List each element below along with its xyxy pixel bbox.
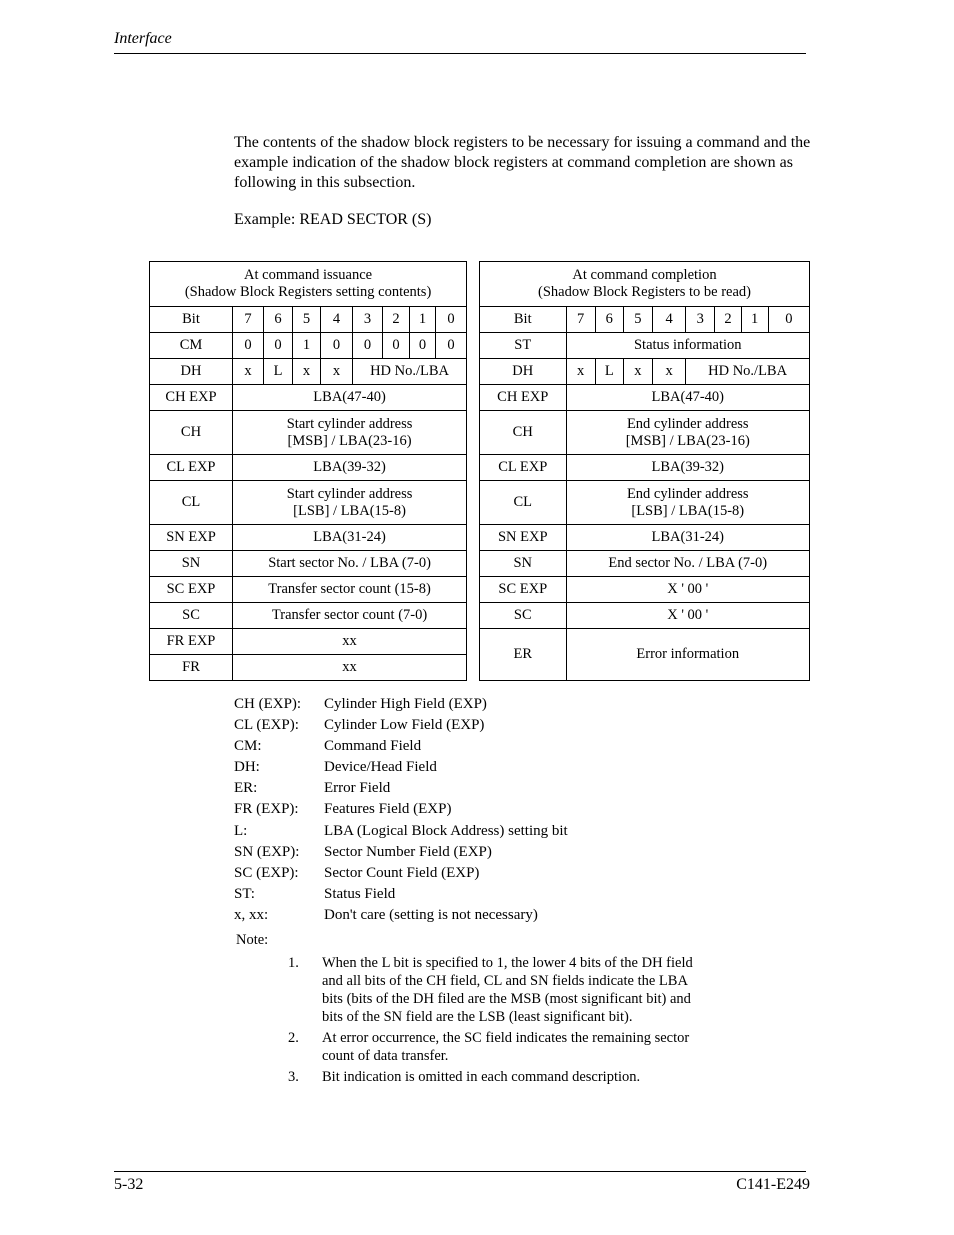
row-label: SC [480, 603, 567, 629]
dh-bit-value: x [293, 359, 321, 385]
dh-bit-value: L [595, 359, 623, 385]
legend-value: Sector Number Field (EXP) [324, 843, 492, 860]
row-label: FR [150, 655, 233, 681]
note-number: 1. [288, 955, 299, 971]
register-content: Start sector No. / LBA (7-0) [233, 551, 467, 577]
legend-key: CH (EXP): [234, 696, 302, 712]
legend-key: L: [234, 822, 248, 839]
row-label: CL [480, 481, 567, 525]
table-title: At command completion (Shadow Block Registers to be read) [480, 262, 810, 307]
register-content: Transfer sector count (7-0) [233, 603, 467, 629]
register-content: xx [233, 655, 467, 681]
legend-key: ER: [234, 780, 258, 797]
row-label: SC [150, 603, 233, 629]
legend-row [234, 821, 568, 842]
register-content: Start cylinder address [MSB] / LBA(23-16) [233, 411, 467, 455]
register-content: LBA(47-40) [566, 385, 809, 411]
dh-bit-value: x [623, 359, 652, 385]
register-content: LBA(47-40) [233, 385, 467, 411]
legend-value: Command Field [324, 738, 422, 755]
register-content: LBA(39-32) [233, 455, 467, 481]
register-content: End cylinder address [LSB] / LBA(15-8) [566, 481, 809, 525]
command-completion-table [479, 261, 810, 681]
legend-key: CM: [234, 738, 262, 755]
legend-row [234, 799, 568, 820]
legend-key: SN (EXP): [234, 843, 300, 860]
document-id: C141-E249 [736, 1176, 810, 1193]
legend-row [234, 905, 568, 926]
dh-bit-value: x [321, 359, 353, 385]
bit-number: 3 [686, 307, 715, 333]
cm-bit-value: 0 [233, 333, 264, 359]
note-text: When the L bit is specified to 1, the lower 4 bits of the DH field and all bits of the CH field, CL and SN fields indicate the LBA bits (bits of the DH filed are the MSB (most significant bit) and bits of the SN field are the LSB (least significant bit). [322, 955, 693, 1025]
row-label: SN [150, 551, 233, 577]
bit-number: 6 [595, 307, 623, 333]
register-content: Start cylinder address [LSB] / LBA(15-8) [233, 481, 467, 525]
bit-number: 1 [741, 307, 768, 333]
table-title: At command issuance (Shadow Block Registers setting contents) [150, 262, 467, 307]
legend-row [234, 884, 568, 905]
running-header: Interface [114, 30, 172, 47]
register-content: X ' 00 ' [566, 603, 809, 629]
dh-bit-value: x [566, 359, 595, 385]
legend-value: Features Field (EXP) [324, 801, 452, 818]
row-label: SN EXP [150, 525, 233, 551]
cm-bit-value: 1 [293, 333, 321, 359]
bit-number: 7 [233, 307, 264, 333]
status-value: Status information [566, 333, 809, 359]
bit-number: 2 [383, 307, 410, 333]
row-label: CL [150, 481, 233, 525]
row-label: SC EXP [480, 577, 567, 603]
bit-number: 6 [264, 307, 293, 333]
footer-rule [114, 1171, 806, 1172]
legend-value: LBA (Logical Block Address) setting bit [324, 822, 568, 839]
cm-bit-value: 0 [321, 333, 353, 359]
row-label: DH [480, 359, 567, 385]
row-label: ER [480, 629, 567, 681]
dh-hd-lba: HD No./LBA [353, 359, 467, 385]
legend-row [234, 715, 568, 736]
legend-row [234, 778, 568, 799]
note-item [288, 954, 708, 1026]
row-label: CH [150, 411, 233, 455]
dh-hd-lba: HD No./LBA [686, 359, 810, 385]
note-number: 3. [288, 1069, 299, 1085]
legend-row [234, 694, 568, 715]
row-label: Bit [150, 307, 233, 333]
bit-number: 1 [410, 307, 436, 333]
register-content: LBA(31-24) [566, 525, 809, 551]
legend-key: x, xx: [234, 906, 269, 923]
legend-value: Error Field [324, 780, 391, 797]
intro-paragraph: The contents of the shadow block registers to be necessary for issuing a command and the example indication of the shadow block registers at command completion are shown as following in this subsection. [234, 134, 811, 191]
legend-value: Sector Count Field (EXP) [324, 864, 480, 881]
header-rule [114, 53, 806, 54]
note-label: Note: [236, 932, 269, 948]
legend-row [234, 736, 568, 757]
register-content: LBA(39-32) [566, 455, 809, 481]
bit-number: 0 [768, 307, 809, 333]
register-content: Transfer sector count (15-8) [233, 577, 467, 603]
command-issuance-table [149, 261, 467, 681]
bit-number: 5 [293, 307, 321, 333]
cm-bit-value: 0 [353, 333, 383, 359]
legend-key: ST: [234, 885, 255, 902]
legend-key: FR (EXP): [234, 801, 299, 818]
abbreviation-legend [234, 694, 568, 926]
cm-bit-value: 0 [410, 333, 436, 359]
row-label: SN EXP [480, 525, 567, 551]
legend-value: Device/Head Field [324, 759, 437, 776]
dh-bit-value: x [653, 359, 686, 385]
notes-list [288, 954, 708, 1089]
row-label: ST [480, 333, 567, 359]
note-item [288, 1068, 708, 1086]
dh-bit-value: x [233, 359, 264, 385]
legend-row [234, 842, 568, 863]
row-label: FR EXP [150, 629, 233, 655]
row-label: CH [480, 411, 567, 455]
row-label: SC EXP [150, 577, 233, 603]
bit-number: 7 [566, 307, 595, 333]
legend-value: Status Field [324, 885, 396, 902]
bit-number: 2 [715, 307, 741, 333]
row-label: SN [480, 551, 567, 577]
legend-row [234, 757, 568, 778]
bit-number: 0 [436, 307, 467, 333]
bit-number: 4 [653, 307, 686, 333]
legend-key: SC (EXP): [234, 864, 299, 881]
register-content: End cylinder address [MSB] / LBA(23-16) [566, 411, 809, 455]
row-label: CH EXP [480, 385, 567, 411]
error-value: Error information [566, 629, 809, 681]
note-text: Bit indication is omitted in each command description. [322, 1069, 641, 1085]
register-content: LBA(31-24) [233, 525, 467, 551]
legend-row [234, 863, 568, 884]
row-label: Bit [480, 307, 567, 333]
row-label: DH [150, 359, 233, 385]
dh-bit-value: L [264, 359, 293, 385]
bit-number: 5 [623, 307, 652, 333]
note-number: 2. [288, 1030, 299, 1046]
page-number: 5-32 [114, 1176, 144, 1193]
register-content: End sector No. / LBA (7-0) [566, 551, 809, 577]
register-content: X ' 00 ' [566, 577, 809, 603]
bit-number: 4 [321, 307, 353, 333]
bit-number: 3 [353, 307, 383, 333]
note-text: At error occurrence, the SC field indicates the remaining sector count of data transfer. [322, 1030, 690, 1064]
example-caption: Example: READ SECTOR (S) [234, 211, 432, 228]
cm-bit-value: 0 [436, 333, 467, 359]
cm-bit-value: 0 [383, 333, 410, 359]
cm-bit-value: 0 [264, 333, 293, 359]
legend-value: Cylinder High Field (EXP) [324, 696, 487, 712]
register-content: xx [233, 629, 467, 655]
row-label: CH EXP [150, 385, 233, 411]
row-label: CL EXP [480, 455, 567, 481]
note-item [288, 1029, 708, 1065]
legend-value: Cylinder Low Field (EXP) [324, 717, 485, 734]
row-label: CL EXP [150, 455, 233, 481]
legend-key: DH: [234, 759, 260, 776]
row-label: CM [150, 333, 233, 359]
legend-value: Don't care (setting is not necessary) [324, 906, 538, 923]
legend-key: CL (EXP): [234, 717, 299, 734]
